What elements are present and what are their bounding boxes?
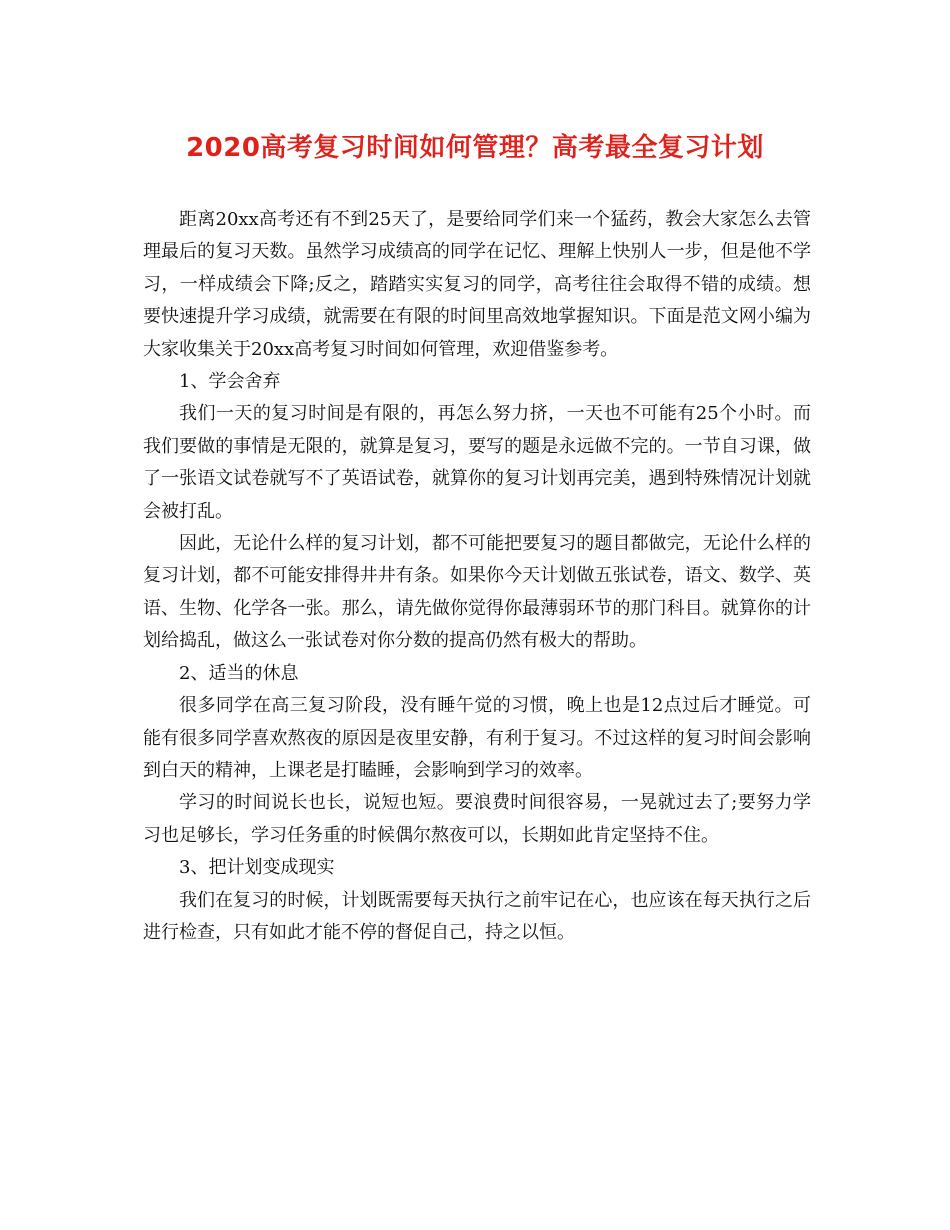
intro-paragraph: 距离20xx高考还有不到25天了，是要给同学们来一个猛药，教会大家怎么去管理最后的复习天数。虽然学习成绩高的同学在记忆、理解上快别人一步，但是他不学习，一样成绩会下降;反之，踏踏实实复习的同学，高考往往会取得不错的成绩。想要快速提升学习成绩，就需要在有限的时间里高效地掌握知识。下面是范文网小编为大家收集关于20xx高考复习时间如何管理，欢迎借鉴参考。 xyxy=(143,209,811,360)
article-body xyxy=(143,204,811,949)
body-paragraph: 学习的时间说长也长，说短也短。要浪费时间很容易，一晃就过去了;要努力学习也足够长，学习任务重的时候偶尔熬夜可以，长期如此肯定坚持不住。 xyxy=(143,792,811,846)
body-paragraph: 我们在复习的时候，计划既需要每天执行之前牢记在心，也应该在每天执行之后进行检查，只有如此才能不停的督促自己，持之以恒。 xyxy=(143,889,811,943)
body-paragraph: 因此，无论什么样的复习计划，都不可能把要复习的题目都做完，无论什么样的复习计划，都不可能安排得井井有条。如果你今天计划做五张试卷，语文、数学、英语、生物、化学各一张。那么，请先做你觉得你最薄弱环节的那门科目。就算你的计划给捣乱，做这么一张试卷对你分数的提高仍然有极大的帮助。 xyxy=(143,533,811,652)
section-heading-3: 3、把计划变成现实 xyxy=(179,857,335,879)
section-heading-2: 2、适当的休息 xyxy=(179,662,299,684)
page-title: 2020高考复习时间如何管理？高考最全复习计划 xyxy=(186,133,764,163)
section-heading-1: 1、学会舍弃 xyxy=(179,371,281,393)
body-paragraph: 很多同学在高三复习阶段，没有睡午觉的习惯，晚上也是12点过后才睡觉。可能有很多同学喜欢熬夜的原因是夜里安静，有利于复习。不过这样的复习时间会影响到白天的精神，上课老是打瞌睡，会影响到学习的效率。 xyxy=(143,695,811,781)
body-paragraph: 我们一天的复习时间是有限的，再怎么努力挤，一天也不可能有25个小时。而我们要做的事情是无限的，就算是复习，要写的题是永远做不完的。一节自习课，做了一张语文试卷就写不了英语试卷，就算你的复习计划再完美，遇到特殊情况计划就会被打乱。 xyxy=(143,403,811,522)
